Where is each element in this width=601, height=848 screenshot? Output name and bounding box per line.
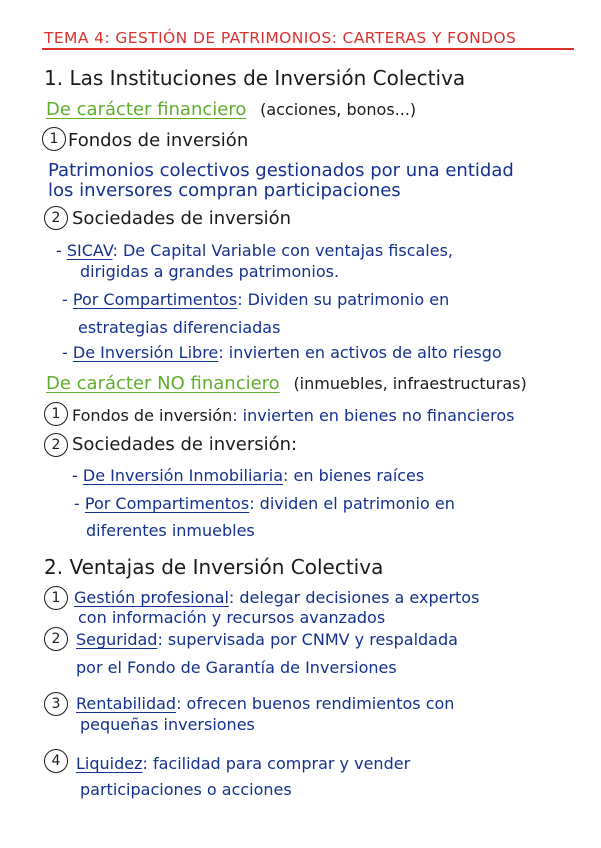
nf-sociedades-label: Sociedades de inversión: [72, 434, 298, 455]
ventaja-4-line-1 [76, 756, 410, 772]
ventaja-1-desc-1: : delegar decisiones a expertos [228, 588, 480, 607]
number-badge: 1 [44, 402, 68, 426]
sicav-desc-2: dirigidas a grandes patrimonios. [80, 262, 340, 281]
ventaja-3-desc-1: : ofrecen buenos rendimientos con [176, 694, 455, 713]
nonfinancial-heading-row [46, 375, 527, 393]
sicav-term: SICAV [66, 241, 113, 260]
financial-note: (acciones, bonos...) [260, 100, 417, 119]
sociedades-label: Sociedades de inversión [72, 208, 292, 229]
ventaja-4-term: Liquidez [76, 754, 143, 773]
number-badge: 2 [44, 627, 68, 651]
ventaja-4-desc-1: : facilidad para comprar y vender [142, 754, 411, 773]
ventaja-1-line-1 [74, 590, 479, 606]
libre-desc: : invierten en activos de alto riesgo [218, 343, 502, 362]
compartimentos-line-1 [62, 292, 449, 308]
inmobiliaria-term: De Inversión Inmobiliaria [82, 466, 284, 485]
dash-marker: - [62, 343, 68, 362]
financial-heading-row [46, 101, 416, 119]
nonfinancial-note: (inmuebles, infraestructuras) [293, 374, 527, 393]
ventaja-3-desc-2: pequeñas inversiones [80, 715, 255, 734]
title-underline [42, 48, 574, 50]
inmobiliaria-line [72, 468, 424, 484]
nonfinancial-heading: De carácter NO financiero [46, 373, 280, 394]
number-badge: 1 [44, 586, 68, 610]
ventaja-3-term: Rentabilidad [76, 694, 177, 713]
section-1-heading: 1. Las Instituciones de Inversión Colectiva [44, 66, 466, 90]
nf-compartimentos-term: Por Compartimentos [84, 494, 250, 513]
number-badge: 1 [42, 127, 66, 151]
ventaja-1-desc-2: con información y recursos avanzados [78, 608, 386, 627]
ventaja-2-desc-1: : supervisada por CNMV y respaldada [157, 630, 458, 649]
number-badge: 3 [44, 692, 68, 716]
compartimentos-term: Por Compartimentos [72, 290, 238, 309]
fondos-desc-line-2: los inversores compran participaciones [48, 180, 401, 201]
dash-marker: - [62, 290, 68, 309]
nf-fondos-desc: : invierten en bienes no financieros [232, 406, 515, 425]
financial-heading: De carácter financiero [46, 99, 247, 120]
nf-fondos-row [72, 408, 514, 424]
ventaja-2-term: Seguridad [76, 630, 158, 649]
compartimentos-desc-1: : Dividen su patrimonio en [237, 290, 450, 309]
nf-fondos-label: Fondos de inversión [72, 406, 233, 425]
nf-compartimentos-desc-1: : dividen el patrimonio en [249, 494, 455, 513]
nf-compartimentos-desc-2: diferentes inmuebles [86, 521, 255, 540]
ventaja-2-desc-2: por el Fondo de Garantía de Inversiones [76, 658, 397, 677]
dash-marker: - [56, 241, 62, 260]
fondos-label: Fondos de inversión [68, 130, 249, 151]
compartimentos-desc-2: estrategias diferenciadas [78, 318, 281, 337]
number-badge: 2 [44, 206, 68, 230]
nf-compartimentos-line-1 [74, 496, 455, 512]
inmobiliaria-desc: : en bienes raíces [283, 466, 425, 485]
ventaja-2-line-1 [76, 632, 458, 648]
number-badge: 2 [44, 433, 68, 457]
number-badge: 4 [44, 749, 68, 773]
ventaja-1-term: Gestión profesional [74, 588, 229, 607]
libre-term: De Inversión Libre [72, 343, 219, 362]
ventaja-4-desc-2: participaciones o acciones [80, 780, 292, 799]
fondos-desc-line-1: Patrimonios colectivos gestionados por una entidad [48, 160, 514, 181]
section-2-heading: 2. Ventajas de Inversión Colectiva [44, 555, 384, 579]
libre-line [62, 345, 502, 361]
sicav-desc-1: : De Capital Variable con ventajas fiscales, [112, 241, 454, 260]
sicav-line-1 [56, 243, 453, 259]
dash-marker: - [72, 466, 78, 485]
page-title: TEMA 4: GESTIÓN DE PATRIMONIOS: CARTERAS Y FONDOS [44, 29, 517, 47]
dash-marker: - [74, 494, 80, 513]
ventaja-3-line-1 [76, 696, 454, 712]
